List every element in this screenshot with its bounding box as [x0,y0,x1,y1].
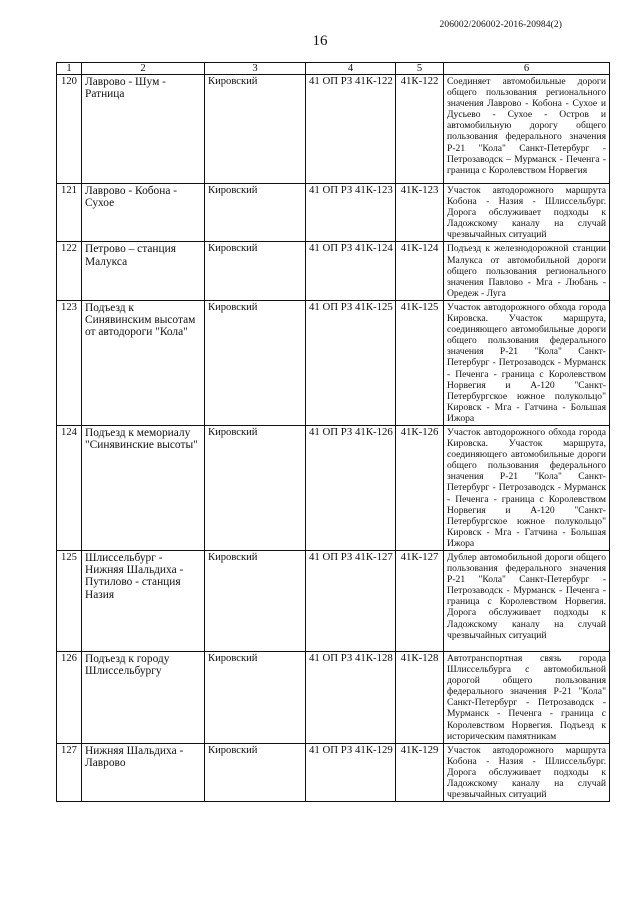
road-code: 41К-123 [396,184,444,242]
table-row [57,743,610,801]
column-header: 2 [82,63,205,75]
row-number: 124 [57,425,82,550]
district: Кировский [205,743,306,801]
column-header: 1 [57,63,82,75]
row-number: 120 [57,75,82,184]
road-description: Участок автодорожного обхода города Кировска. Участок маршрута, соединяющего автомобильные дороги общего пользования федерального значения Р-21 "Кола" Санкт-Петербург - Петрозаводск - Мурманск - Печенга - граница с Королевством Норвегия и А-120 "Санкт-Петербургское южное полукольцо" Кировск - Мга - Гатчина - Большая Ижора [444,300,610,425]
district: Кировский [205,652,306,744]
district: Кировский [205,551,306,652]
table-row [57,242,610,300]
district: Кировский [205,184,306,242]
district: Кировский [205,242,306,300]
road-name: Лаврово - Кобона - Сухое [82,184,205,242]
road-code: 41К-124 [396,242,444,300]
table-header-row [57,63,610,75]
row-number: 127 [57,743,82,801]
district: Кировский [205,425,306,550]
road-code: 41К-128 [396,652,444,744]
road-id: 41 ОП РЗ 41К-129 [306,743,396,801]
column-header: 4 [306,63,396,75]
road-name: Нижняя Шальдиха - Лаврово [82,743,205,801]
row-number: 122 [57,242,82,300]
roads-table [56,62,610,802]
row-number: 121 [57,184,82,242]
district: Кировский [205,75,306,184]
table-row [57,551,610,652]
road-name: Подъезд к мемориалу "Синявинские высоты" [82,425,205,550]
road-description: Подъезд к железнодорожной станции Малукса от автомобильной дороги общего пользования регионального значения Павлово - Мга - Любань - Оредеж - Луга [444,242,610,300]
road-id: 41 ОП РЗ 41К-125 [306,300,396,425]
row-number: 123 [57,300,82,425]
road-description: Участок автодорожного обхода города Кировска. Участок маршрута, соединяющего автомобильные дороги общего пользования федерального значения Р-21 "Кола" Санкт-Петербург - Петрозаводск - Мурманск - Печенга - граница с Королевством Норвегия и А-120 "Санкт-Петербургское южное полукольцо" Кировск - Мга - Гатчина - Большая Ижора [444,425,610,550]
road-description: Дублер автомобильной дороги общего пользования федерального значения Р-21 "Кола" Санкт-Петербург - Петрозаводск - Мурманск - Печенга - граница с Королевством Норвегия. Дорога обслуживает подходы к Ладожскому каналу на случай чрезвычайных ситуаций [444,551,610,652]
road-id: 41 ОП РЗ 41К-124 [306,242,396,300]
road-id: 41 ОП РЗ 41К-127 [306,551,396,652]
road-description: Участок автодорожного маршрута Кобона - Назия - Шлиссельбург. Дорога обслуживает подходы к Ладожскому каналу на случай чрезвычайных ситуаций [444,184,610,242]
road-code: 41К-125 [396,300,444,425]
table-row [57,75,610,184]
road-name: Петрово – станция Малукса [82,242,205,300]
road-description: Участок автодорожного маршрута Кобона - Назия - Шлиссельбург. Дорога обслуживает подходы к Ладожскому каналу на случай чрезвычайных ситуаций [444,743,610,801]
road-name: Подъезд к городу Шлиссельбургу [82,652,205,744]
table-row [57,300,610,425]
road-id: 41 ОП РЗ 41К-122 [306,75,396,184]
document-id: 206002/206002-2016-20984(2) [439,20,562,30]
column-header: 5 [396,63,444,75]
page-number: 16 [312,33,328,49]
road-description: Соединяет автомобильные дороги общего пользования регионального значения Лаврово - Кобона - Сухое и Дусьево - Сухое - Остров и автомобильную дорогу общего пользования федерального значения Р-21 "Кола" Санкт-Петербург - Петрозаводск – Мурманск - Печенга - граница с Королевством Норвегия [444,75,610,184]
road-code: 41К-129 [396,743,444,801]
road-id: 41 ОП РЗ 41К-123 [306,184,396,242]
table-row [57,425,610,550]
road-id: 41 ОП РЗ 41К-126 [306,425,396,550]
row-number: 125 [57,551,82,652]
column-header: 6 [444,63,610,75]
column-header: 3 [205,63,306,75]
road-description: Автотранспортная связь города Шлиссельбурга с автомобильной дорогой общего пользования федерального значения Р-21 "Кола" Санкт-Петербург - Петрозаводск - Мурманск - Печенга - граница с Королевством Норвегия. Подъезд к историческим памятникам [444,652,610,744]
road-name: Лаврово - Шум - Ратница [82,75,205,184]
road-name: Шлиссельбург - Нижняя Шальдиха - Путилово - станция Назия [82,551,205,652]
row-number: 126 [57,652,82,744]
road-code: 41К-127 [396,551,444,652]
road-id: 41 ОП РЗ 41К-128 [306,652,396,744]
road-code: 41К-126 [396,425,444,550]
table-row [57,652,610,744]
district: Кировский [205,300,306,425]
table-row [57,184,610,242]
road-name: Подъезд к Синявинским высотам от автодороги "Кола" [82,300,205,425]
road-code: 41К-122 [396,75,444,184]
